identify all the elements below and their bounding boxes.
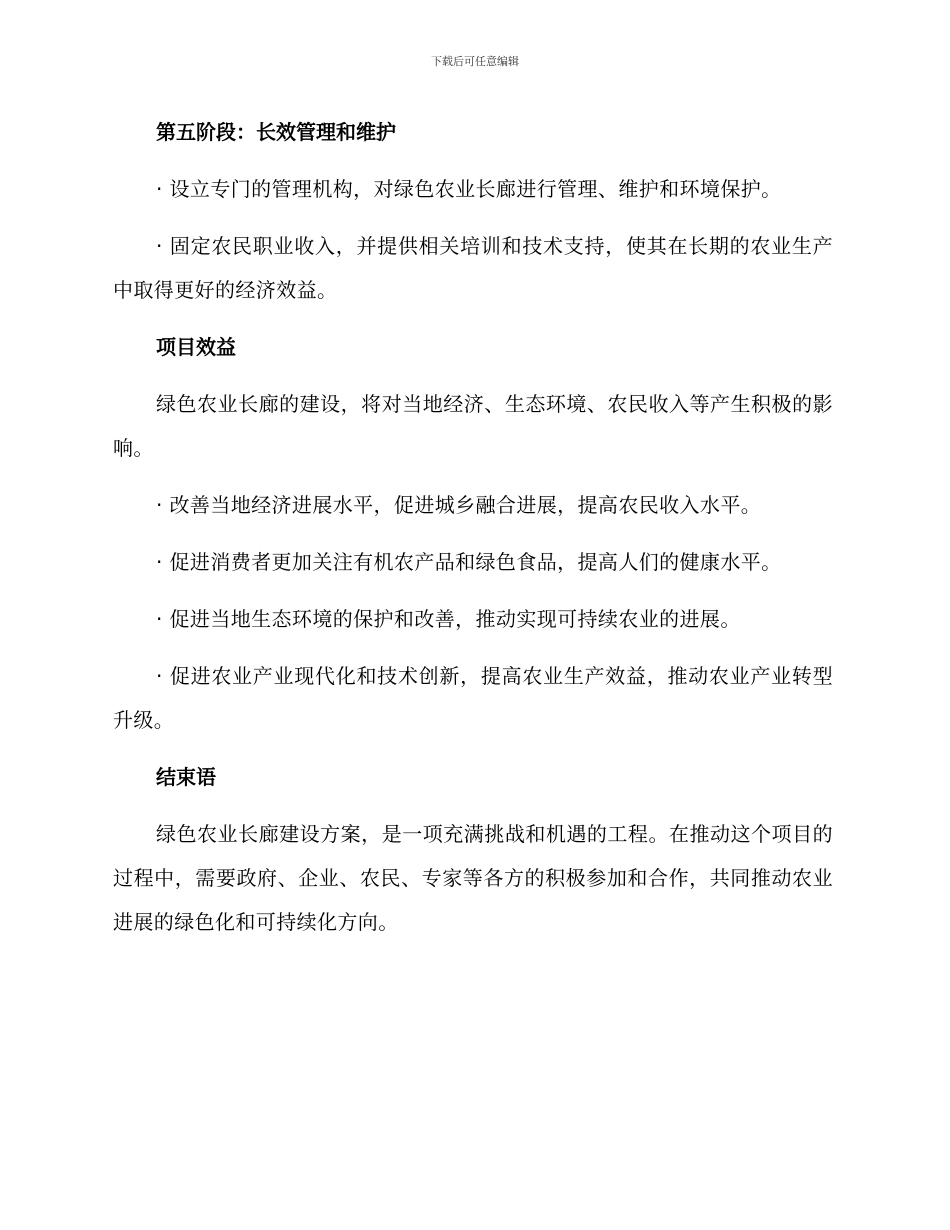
document-body <box>113 110 833 957</box>
paragraph-ecology: · 促进当地生态环境的保护和改善，推动实现可持续农业的进展。 <box>156 607 741 631</box>
paragraph-consumers: · 促进消费者更加关注有机农产品和绿色食品，提高人们的健康水平。 <box>156 550 782 574</box>
paragraph-conclusion: 绿色农业长廊建设方案，是一项充满挑战和机遇的工程。在推动这个项目的过程中，需要政府、企业、农民、专家等各方的积极参加和合作，共同推动农业进展的绿色化和可持续化方向。 <box>113 822 833 934</box>
paragraph-modernization: · 促进农业产业现代化和技术创新，提高农业生产效益，推动农业产业转型升级。 <box>113 664 833 732</box>
section-heading-project-benefits: 项目效益 <box>156 335 236 359</box>
paragraph-economy: · 改善当地经济进展水平，促进城乡融合进展，提高农民收入水平。 <box>156 493 762 517</box>
section-heading-phase-five: 第五阶段：长效管理和维护 <box>156 120 396 144</box>
paragraph-farmer-income: · 固定农民职业收入，并提供相关培训和技术支持，使其在长期的农业生产中取得更好的经济效益。 <box>113 234 833 302</box>
paragraph-management-agency: · 设立专门的管理机构，对绿色农业长廊进行管理、维护和环境保护。 <box>156 177 782 201</box>
paragraph-benefits-intro: 绿色农业长廊的建设，将对当地经济、生态环境、农民收入等产生积极的影响。 <box>113 392 833 460</box>
page-header: 下载后可任意编辑 <box>431 55 519 68</box>
section-heading-conclusion: 结束语 <box>156 765 216 789</box>
